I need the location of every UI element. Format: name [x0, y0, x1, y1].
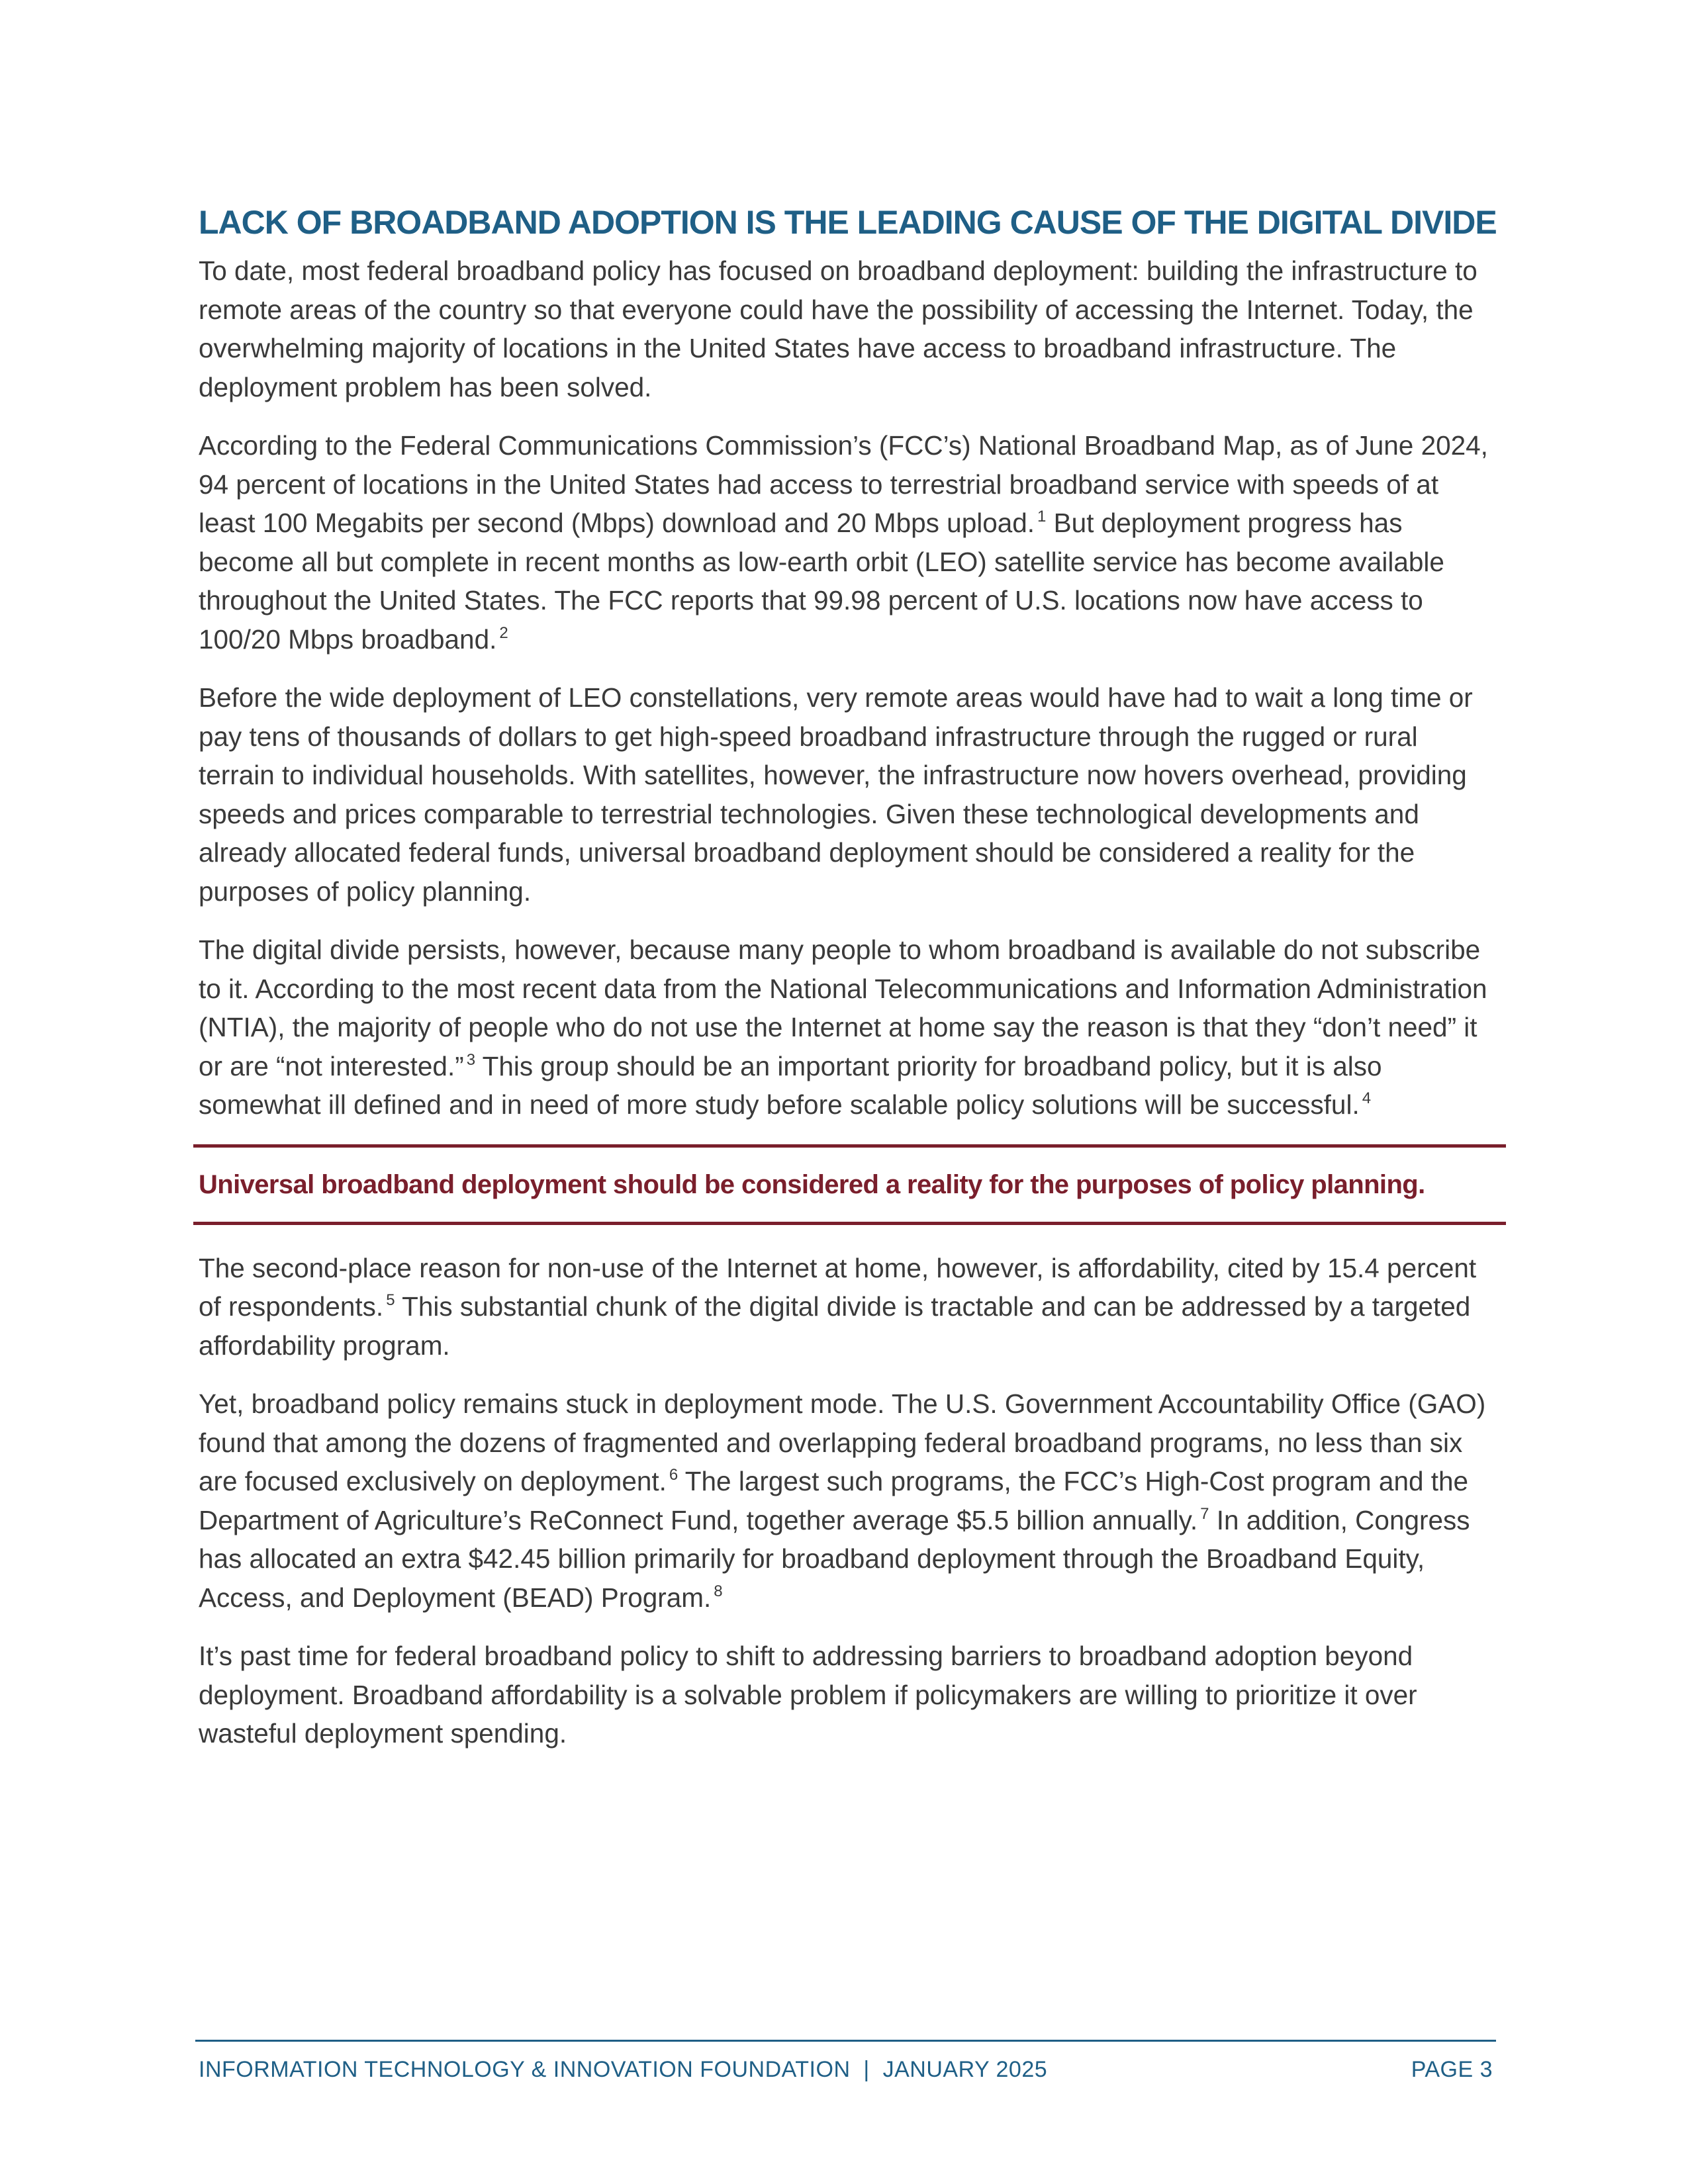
pull-quote-text: Universal broadband deployment should be considered a reality for the purposes of policy planning. — [199, 1169, 1425, 1199]
body-paragraph — [199, 1249, 1496, 1365]
page-footer — [199, 2053, 1493, 2086]
footnote-ref[interactable]: 4 — [1362, 1089, 1372, 1107]
body-paragraph — [199, 1385, 1496, 1617]
paragraph-text: Yet, broadband policy remains stuck in deployment mode. The U.S. Government Accountability Office (GAO) found that among the dozens of fragmented and overlapping federal broadband programs, no less than six are focused exclusively on deployment. — [199, 1388, 1486, 1496]
body-paragraph — [199, 678, 1496, 911]
section-heading: LACK OF BROADBAND ADOPTION IS THE LEADING CAUSE OF THE DIGITAL DIVIDE — [199, 204, 1497, 241]
pull-quote-callout — [193, 1144, 1506, 1225]
footnote-ref[interactable]: 7 — [1200, 1504, 1209, 1523]
footnote-ref[interactable]: 8 — [714, 1582, 723, 1600]
body-paragraph — [199, 1637, 1496, 1753]
footnote-ref[interactable]: 6 — [669, 1466, 679, 1484]
paragraph-text: The largest such programs, the FCC’s High-Cost program and the Department of Agriculture’s ReConnect Fund, together average $5.5 billion annually. — [199, 1466, 1469, 1535]
paragraph-text: According to the Federal Communications Commission’s (FCC’s) National Broadband Map, as of June 2024, 94 percent of locations in the United States had access to terrestrial broadband service with speeds of at least 100 Megabits per second (Mbps) download and 20 Mbps upload. — [199, 430, 1488, 538]
paragraph-text: The second-place reason for non-use of the Internet at home, however, is affordability, cited by 15.4 percent of respondents. — [199, 1252, 1477, 1322]
footnote-ref[interactable]: 1 — [1037, 508, 1047, 525]
body-paragraph — [199, 426, 1496, 659]
footer-publisher: INFORMATION TECHNOLOGY & INNOVATION FOUNDATION | JANUARY 2025 — [199, 2057, 1048, 2082]
paragraph-text: To date, most federal broadband policy has focused on broadband deployment: building the infrastructure to remote areas of the country so that everyone could have the possibility of accessing the Internet. Today, the overwhelming majority of locations in the United States have access to broadband infrastructure. The deployment problem has been solved. — [199, 255, 1477, 402]
paragraph-text: This substantial chunk of the digital divide is tractable and can be addressed by a targeted affordability program. — [199, 1291, 1471, 1361]
footnote-ref[interactable]: 5 — [386, 1291, 395, 1309]
page-content — [199, 199, 1496, 1773]
body-paragraph — [199, 251, 1496, 406]
footer-divider — [195, 2040, 1496, 2042]
footnote-ref[interactable]: 2 — [499, 623, 508, 642]
page-number: PAGE 3 — [1411, 2057, 1493, 2082]
paragraph-text: It’s past time for federal broadband policy to shift to addressing barriers to broadband adoption beyond deployment. Broadband affordability is a solvable problem if policymakers are willing to prioritize it over wasteful deployment spending. — [199, 1641, 1417, 1749]
paragraph-text: Before the wide deployment of LEO constellations, very remote areas would have had to wait a long time or pay tens of thousands of dollars to get high-speed broadband infrastructure through the rugged or rural terrain to individual households. With satellites, however, the infrastructure now hovers overhead, providing speeds and prices comparable to terrestrial technologies. Given these technological developments and already allocated federal funds, universal broadband deployment should be considered a reality for the purposes of policy planning. — [199, 682, 1473, 907]
paragraph-text: But deployment progress has become all but complete in recent months as low-earth orbit (LEO) satellite service has become available throughout the United States. The FCC reports that 99.98 percent of U.S. locations now have access to 100/20 Mbps broadband. — [199, 508, 1444, 655]
body-paragraph — [199, 931, 1496, 1124]
paragraph-text: In addition, Congress has allocated an extra $42.45 billion primarily for broadband deployment through the Broadband Equity, Access, and Deployment (BEAD) Program. — [199, 1504, 1470, 1613]
footnote-ref[interactable]: 3 — [466, 1050, 476, 1069]
paragraph-text: The digital divide persists, however, because many people to whom broadband is available do not subscribe to it. According to the most recent data from the National Telecommunications and Information Administration (NTIA), the majority of people who do not use the Internet at home say the reason is that they “don’t need” it or are “not interested.” — [199, 934, 1487, 1081]
paragraph-text: This group should be an important priority for broadband policy, but it is also somewhat ill defined and in need of more study before scalable policy solutions will be successful. — [199, 1050, 1382, 1120]
